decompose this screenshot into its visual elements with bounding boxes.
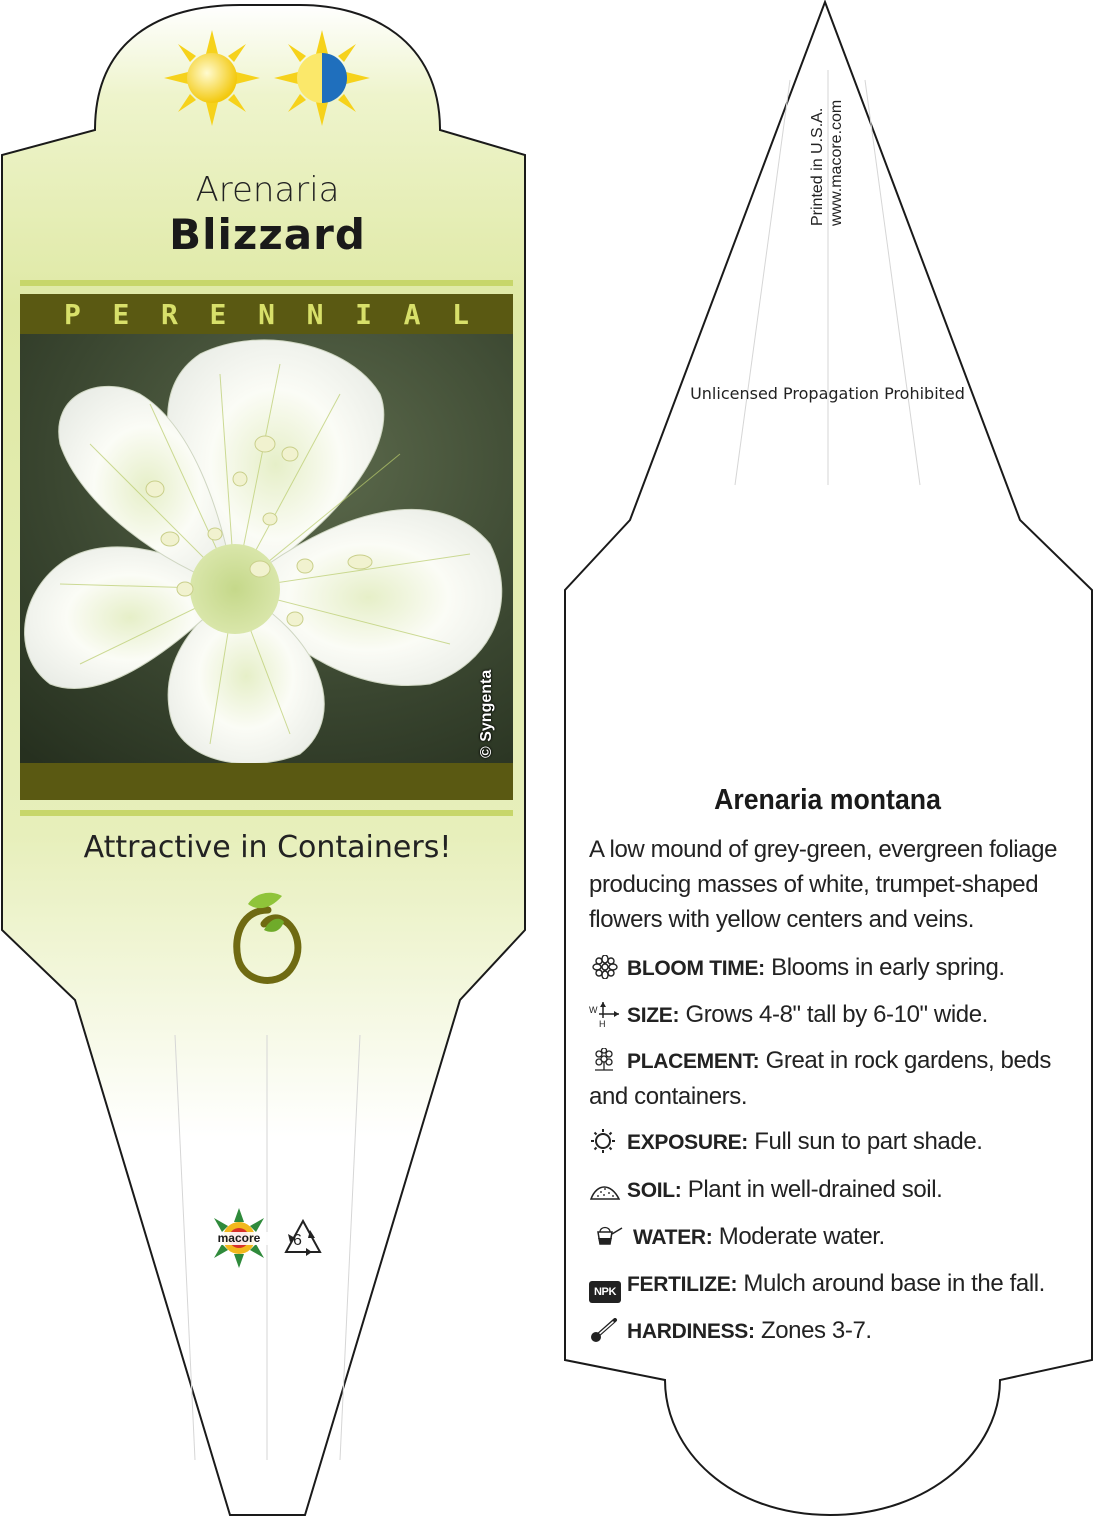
water-row bbox=[589, 1219, 1059, 1255]
flower-icon bbox=[589, 955, 621, 979]
flower-photo bbox=[20, 334, 513, 763]
plant-bed-icon bbox=[589, 1048, 621, 1072]
bloom-label: BLOOM TIME: bbox=[627, 957, 765, 980]
category-letter: N bbox=[306, 297, 324, 331]
plant-genus: Arenaria bbox=[195, 170, 340, 210]
placement-row bbox=[589, 1043, 1059, 1114]
water-label: WATER: bbox=[633, 1226, 713, 1249]
thermometer-icon bbox=[589, 1318, 621, 1342]
part-shade-icon bbox=[272, 28, 372, 128]
category-band bbox=[20, 294, 513, 334]
plant-cultivar: Blizzard bbox=[169, 210, 366, 259]
fertilize-label: FERTILIZE: bbox=[627, 1273, 738, 1296]
water-text: Moderate water. bbox=[712, 1223, 885, 1250]
plant-description: A low mound of grey-green, evergreen foliage producing masses of white, trumpet-shaped flowers with yellow centers and veins. bbox=[589, 836, 1058, 933]
bloom-text: Blooms in early spring. bbox=[764, 954, 1005, 981]
photo-credit: © Syngenta bbox=[478, 669, 495, 758]
hardiness-label: HARDINESS: bbox=[627, 1320, 755, 1343]
brand-name: macore bbox=[217, 1231, 261, 1245]
size-label: SIZE: bbox=[627, 1004, 680, 1027]
sun-outline-icon bbox=[589, 1129, 621, 1153]
macore-logo bbox=[204, 1208, 274, 1268]
category-letter: L bbox=[452, 297, 469, 331]
tagline: Attractive in Containers! bbox=[83, 830, 452, 865]
lower-stripe bbox=[20, 810, 513, 816]
size-row bbox=[589, 997, 1059, 1033]
placement-label: PLACEMENT: bbox=[627, 1050, 760, 1073]
exposure-text: Full sun to part shade. bbox=[748, 1128, 983, 1155]
bottom-band bbox=[20, 763, 513, 800]
top-stripe bbox=[20, 280, 513, 286]
category-letter: I bbox=[355, 297, 372, 331]
species-name: Arenaria montana bbox=[714, 784, 941, 816]
leaf-swirl-logo bbox=[228, 890, 308, 990]
printed-in: Printed in U.S.A. bbox=[809, 107, 826, 226]
npk-icon: NPK bbox=[589, 1281, 621, 1303]
soil-row bbox=[589, 1172, 1059, 1208]
category-letter: R bbox=[161, 297, 178, 331]
category-letter: A bbox=[403, 297, 421, 331]
exposure-row bbox=[589, 1124, 1059, 1160]
soil-text: Plant in well-drained soil. bbox=[681, 1176, 943, 1203]
soil-label: SOIL: bbox=[627, 1179, 682, 1202]
size-dimensions-icon bbox=[589, 1002, 621, 1029]
print-info bbox=[808, 100, 846, 226]
watering-can-icon bbox=[589, 1224, 627, 1248]
category-letter: E bbox=[209, 297, 227, 331]
hardiness-text: Zones 3-7. bbox=[754, 1317, 872, 1344]
propagation-notice: Unlicensed Propagation Prohibited bbox=[690, 384, 965, 403]
hardiness-row bbox=[589, 1313, 1059, 1349]
fertilize-text: Mulch around base in the fall. bbox=[737, 1270, 1045, 1297]
recycle-code: 6 bbox=[293, 1232, 302, 1249]
size-text: Grows 4-8" tall by 6-10" wide. bbox=[679, 1001, 988, 1028]
height-letter: H bbox=[599, 1019, 606, 1029]
fertilize-row bbox=[589, 1266, 1059, 1303]
category-letter: P bbox=[64, 297, 81, 331]
category-letter: E bbox=[112, 297, 130, 331]
bloom-time-row bbox=[589, 950, 1059, 986]
website: www.macore.com bbox=[828, 99, 845, 226]
category-letter: N bbox=[258, 297, 275, 331]
soil-mound-icon bbox=[589, 1177, 621, 1201]
exposure-label: EXPOSURE: bbox=[627, 1131, 748, 1154]
recycle-icon bbox=[282, 1218, 324, 1258]
placement-text: Great in rock gardens, beds and containers. bbox=[589, 1047, 1051, 1110]
width-letter: W bbox=[589, 1005, 598, 1015]
full-sun-icon bbox=[162, 28, 262, 128]
